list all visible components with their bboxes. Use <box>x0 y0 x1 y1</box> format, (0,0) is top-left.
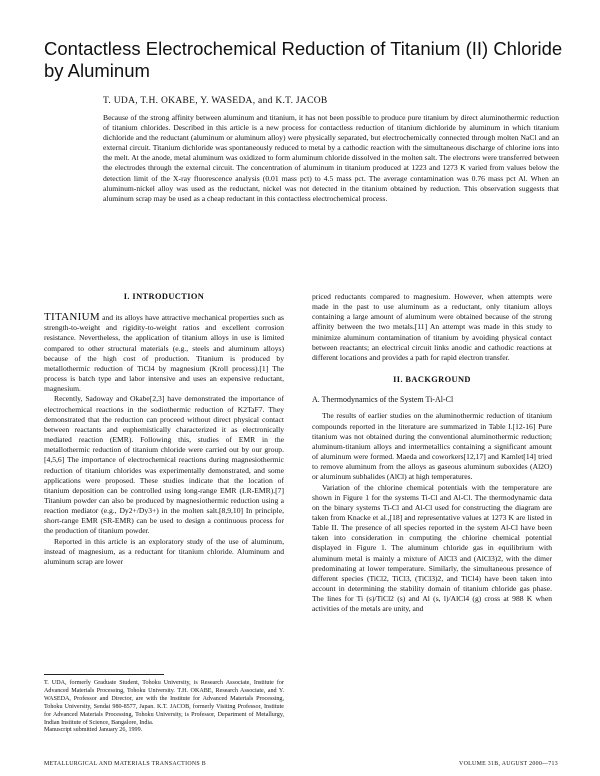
right-column <box>312 292 552 615</box>
background-paragraph-1: The results of earlier studies on the aluminothermic reduction of titanium compounds reported in the literature are summarized in Table I.[12-16] Pure titanium was not obtained during the conventional aluminothermic reduction; aluminum-titanium alloys and intermetallics containing a significant amount of aluminum were formed. Maeda and coworkers[12,17] and Kamlet[14] tried to remove aluminum from the alloys as gaseous aluminum suboxides (Al2O) or aluminum subhalides (AlCl) at high temperatures. <box>312 411 552 482</box>
abstract: Because of the strong affinity between aluminum and titanium, it has not been possible to produce pure titanium by direct aluminothermic reduction of titanium chlorides. Described in this article is a new process for contactless reduction of titanium dichloride by aluminum in which titanium dichloride and the reductant (aluminum or aluminum alloy) were physically separated, but electrochemically connected through molten NaCl and an external circuit. Titanium dichloride was spontaneously reduced to metal by a cathodic reaction with the simultaneous discharge of chlorine ions into the melt. At the anode, metal aluminum was oxidized to form aluminum chloride dissolved in the molten salt. The electrons were transferred between the electrodes through the external circuit. The concentration of aluminum in titanium produced at 1223 and 1273 K varied from values below the detection limit of the X-ray fluorescence analysis (0.01 mass pct) to 4.5 mass pct. The average contamination was 0.76 mass pct Al. When an aluminum-nickel alloy was used as the reductant, nickel was not detected in the titanium obtained by reduction. This observation suggests that aluminum scrap may be used as a cheap reductant in this contactless electrochemical process. <box>103 113 559 203</box>
section-heading-background: II. BACKGROUND <box>393 375 471 385</box>
journal-name-footer: METALLURGICAL AND MATERIALS TRANSACTIONS B <box>44 761 207 767</box>
intro-paragraph-1-text: and its alloys have attractive mechanical properties such as strength-to-weight and rigidity-to-weight ratios and excellent corrosion resistance. Nevertheless, the application of titanium alloys in use is limited compared to other structural materials (e.g., steels and aluminum alloys) because of the high cost of production. Titanium is produced by metallothermic reduction of TiCl4 by magnesium (Kroll process).[1] The process is batch type and labor intensive and uses an expensive reductant, magnesium. <box>44 313 284 394</box>
background-paragraph-2: Variation of the chlorine chemical potentials with the temperature are shown in Figure 1 for the systems Ti-Cl and Al-Cl. The thermodynamic data on the binary systems Ti-Cl and Al-Cl used for constructing the diagram are taken from Knacke et al.,[18] and representative values at 1273 K are listed in Table II. The presence of all species reported in the system Al-Cl have been taken into consideration in computing the chlorine chemical potential displayed in Figure 1. The aluminum chloride gas in equilibrium with aluminum metal is mainly a mixture of AlCl3 and (AlCl3)2, with the dimer predominating at lower temperature. Similarly, the simultaneous presence of different species (TiCl2, TiCl3, (TiCl3)2, and TiCl4) have been taken into account in determining the stability domain of titanium chloride gas phase. The lines for Ti (s)/TiCl2 (s) and Al (s, l)/AlCl4 (g) cross at 988 K when activities of the metals are unity, and <box>312 482 552 614</box>
intro-paragraph-1 <box>44 312 284 394</box>
intro-paragraph-2: Recently, Sadoway and Okabe[2,3] have demonstrated the importance of electrochemical reactions in the sodiothermic reduction of K2TaF7. They demonstrated that the reduction can proceed without direct physical contact between reactants and euphemistically characterized it as electronically mediated reaction (EMR). Following this, studies of EMR in the metallothermic reduction of titanium chloride were carried out by our group.[4,5,6] The importance of electrochemical reactions during magnesiothermic reduction of titanium chlorides was experimentally demonstrated, and some applications were proposed. These studies indicate that the location of titanium deposition can be controlled using long-range EMR (LR-EMR).[7] Titanium powder can also be produced by magnesiothermic reduction using a reaction mediator (e.g., Dy2+/Dy3+) in the molten salt.[8,9,10] In principle, short-range EMR (SR-EMR) can be used to design a continuous process for the production of titanium powder. <box>44 394 284 536</box>
intro-paragraph-continued: priced reductants compared to magnesium. However, when attempts were made in the past to use aluminum as a reductant, only titanium alloys containing a large amount of aluminum were obtained because of the strong affinity between the two metals.[11] An attempt was made in this study to minimize aluminum contamination of titanium by avoiding physical contact between reactants; an electrical circuit links anodic and cathodic reactions at different locations and provides a path for rapid electron transfer. <box>312 292 552 362</box>
affiliation-text: T. UDA, formerly Graduate Student, Tohoku University, is Research Associate, Institute for Advanced Materials Processing, Tohoku University. T.H. OKABE, Research Associate, and Y. WASEDA, Professor and Director, are with the Institute for Advanced Materials Processing, Tohoku University, Sendai 980-8577, Japan. K.T. JACOB, formerly Visiting Professor, Institute for Advanced Materials Processing, Tohoku University, is Professor, Department of Metallurgy, Indian Institute of Science, Bangalore, India. <box>44 680 284 726</box>
footnote-rule <box>44 674 164 675</box>
subsection-heading: A. Thermodynamics of the System Ti-Al-Cl <box>312 395 454 405</box>
paper-title: Contactless Electrochemical Reduction of Titanium (II) Chloride by Aluminum <box>44 38 563 81</box>
left-column <box>44 292 284 567</box>
section-heading-introduction: I. INTRODUCTION <box>123 292 205 301</box>
volume-page-footer: VOLUME 31B, AUGUST 2000—713 <box>459 761 558 767</box>
intro-paragraph-3: Reported in this article is an exploratory study of the use of aluminum, instead of magnesium, as a reductant for titanium chloride. Aluminum and aluminum scrap are lower <box>44 536 284 566</box>
drop-cap-word: TITANIUM <box>44 311 100 324</box>
manuscript-date: Manuscript submitted January 26, 1999. <box>44 727 143 734</box>
author-footnote <box>44 674 284 735</box>
author-list: T. UDA, T.H. OKABE, Y. WASEDA, and K.T. JACOB <box>103 96 328 106</box>
